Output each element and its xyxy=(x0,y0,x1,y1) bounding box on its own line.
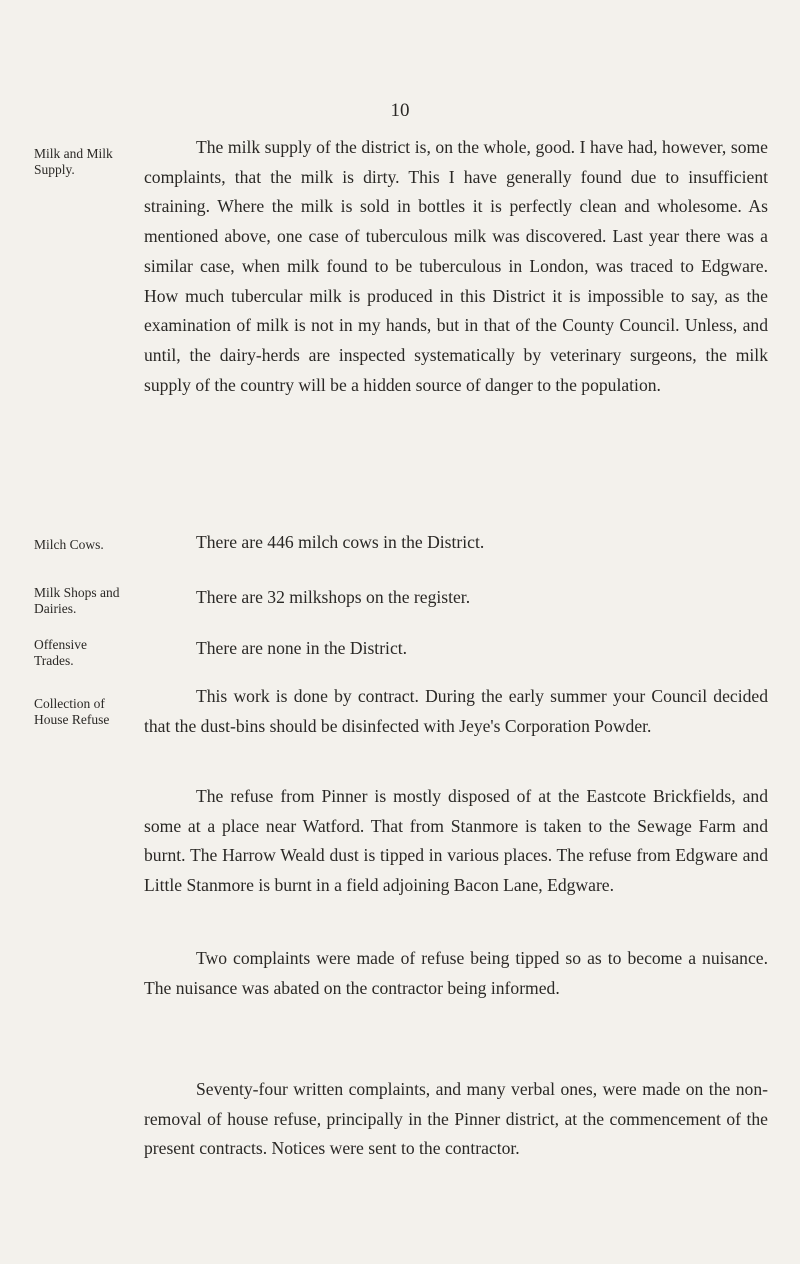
paragraph-milk-supply: The milk supply of the district is, on the whole, good. I have had, however, some complaints, that the milk is dirty. This I have generally found due to insufficient straining. Where the milk is sold in bottles it is perfectly clean and wholesome. As mentioned above, one case of tuberculous milk was discovered. Last year there was a similar case, when milk found to be tuberculous in London, was traced to Edgware. How much tubercular milk is produced in this District it is impossible to say, as the examination of milk is not in my hands, but in that of the County Council. Unless, and until, the dairy-herds are inspected systematically by veterinary surgeons, the milk supply of the country will be a hidden source of danger to the population. xyxy=(144,137,768,395)
margin-note-milch-cows: Milch Cows. xyxy=(34,537,104,552)
paragraph-house-refuse-3: Two complaints were made of refuse being tipped so as to become a nuisance. The nuisance was abated on the contractor being informed. xyxy=(144,948,768,998)
paragraph-house-refuse-4: Seventy-four written complaints, and many verbal ones, were made on the non-removal of house refuse, principally in the Pinner district, at the commencement of the present contracts. Notices were sent to the contractor. xyxy=(144,1079,768,1159)
page-number: 10 xyxy=(390,100,410,121)
margin-note-house-refuse: Collection of House Refuse xyxy=(34,696,110,727)
margin-note-milk-supply: Milk and Milk Supply. xyxy=(34,146,113,177)
paragraph-milch-cows: There are 446 milch cows in the District. xyxy=(196,532,485,552)
paragraph-house-refuse-2: The refuse from Pinner is mostly disposed of at the Eastcote Brickfields, and some at a place near Watford. That from Stanmore is taken to the Sewage Farm and burnt. The Harrow Weald dust is tipped in various places. The refuse from Edgware and Little Stanmore is burnt in a field adjoining Bacon Lane, Edgware. xyxy=(144,786,768,896)
margin-note-milk-shops: Milk Shops and Dairies. xyxy=(34,585,120,616)
margin-note-offensive-trades: Offensive Trades. xyxy=(34,637,87,668)
paragraph-milk-shops: There are 32 milkshops on the register. xyxy=(196,587,471,607)
paragraph-house-refuse-1: This work is done by contract. During the early summer your Council decided that the dust-bins should be disinfected with Jeye's Corporation Powder. xyxy=(144,686,768,736)
paragraph-offensive-trades: There are none in the District. xyxy=(196,638,408,658)
